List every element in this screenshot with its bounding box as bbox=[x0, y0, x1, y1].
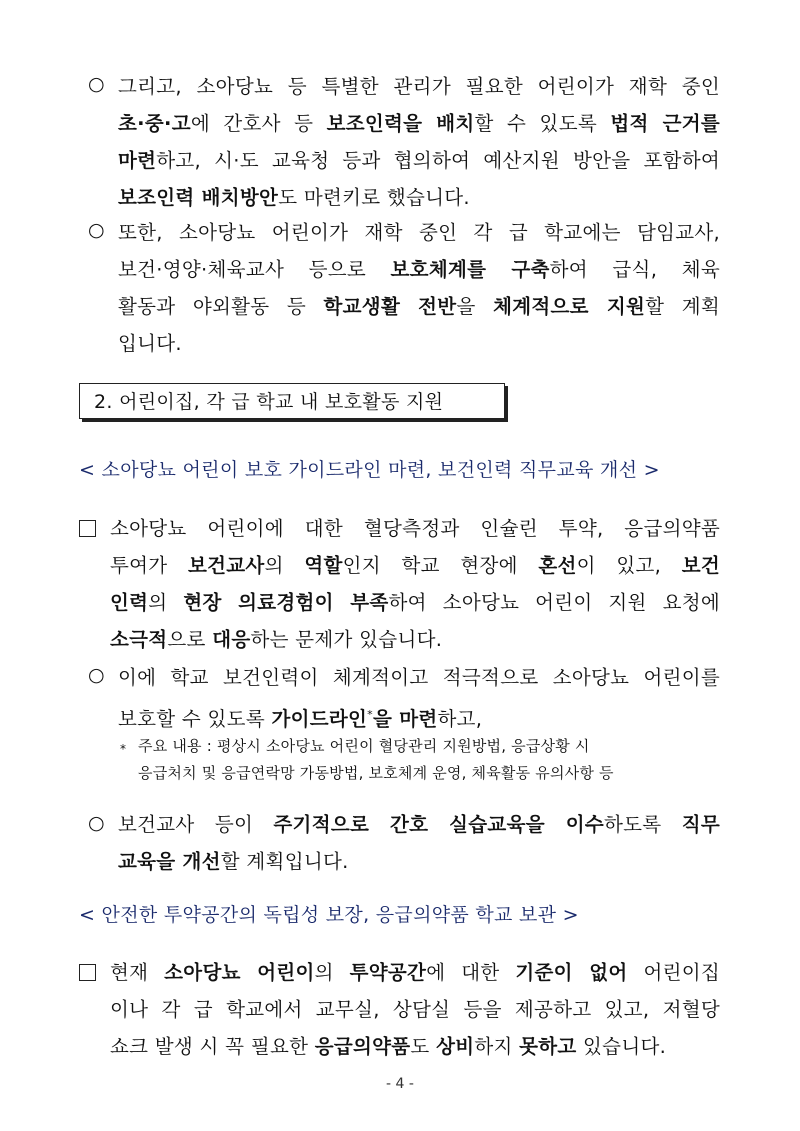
paragraph-2 bbox=[118, 214, 720, 362]
text-line: 이나 각 급 학교에서 교무실, 상담실 등을 제공하고 있고, 저혈당 bbox=[110, 998, 720, 1021]
text-line: 그리고, 소아당뇨 등 특별한 관리가 필요한 어린이가 재학 중인 bbox=[118, 75, 720, 98]
text-line: 교육을 개선할 계획입니다. bbox=[118, 850, 349, 873]
paragraph-1 bbox=[118, 68, 720, 216]
text-line: 쇼크 발생 시 꼭 필요한 응급의약품도 상비하지 못하고 있습니다. bbox=[110, 1035, 667, 1058]
text-line: 소극적으로 대응하는 문제가 있습니다. bbox=[110, 628, 443, 651]
text-line: 보호할 수 있도록 가이드라인*을 마련하고, bbox=[118, 707, 483, 731]
footnote bbox=[138, 733, 723, 787]
text-line: 초·중·고에 간호사 등 보조인력을 배치할 수 있도록 법적 근거를 bbox=[118, 112, 720, 135]
text-line: 투여가 보건교사의 역할인지 학교 현장에 혼선이 있고, 보건 bbox=[110, 554, 720, 577]
paragraph-6 bbox=[110, 954, 720, 1065]
subheading-guideline: < 소아당뇨 어린이 보호 가이드라인 마련, 보건인력 직무교육 개선 > bbox=[79, 459, 660, 481]
text-line: 이에 학교 보건인력이 체계적이고 적극적으로 소아당뇨 어린이를 bbox=[118, 666, 720, 689]
section-heading-box bbox=[79, 383, 505, 419]
paragraph-4 bbox=[118, 659, 720, 738]
text-line: 보조인력 배치방안도 마련키로 했습니다. bbox=[118, 186, 470, 209]
footnote-line: 주요 내용 : 평상시 소아당뇨 어린이 혈당관리 지원방법, 응급상황 시 bbox=[138, 737, 590, 755]
page-number: - 4 - bbox=[386, 1076, 414, 1092]
text-line: 또한, 소아당뇨 어린이가 재학 중인 각 급 학교에는 담임교사, bbox=[118, 221, 720, 244]
text-line: 활동과 야외활동 등 학교생활 전반을 체계적으로 지원할 계획 bbox=[118, 295, 720, 318]
text-line: 현재 소아당뇨 어린이의 투약공간에 대한 기준이 없어 어린이집 bbox=[110, 961, 720, 984]
text-line: 보건·영양·체육교사 등으로 보호체계를 구축하여 급식, 체육 bbox=[118, 258, 720, 281]
bullet-circle: ○ bbox=[88, 219, 105, 241]
text-line: 보건교사 등이 주기적으로 간호 실습교육을 이수하도록 직무 bbox=[118, 813, 720, 836]
subheading-medication-space: < 안전한 투약공간의 독립성 보장, 응급의약품 학교 보관 > bbox=[79, 904, 579, 926]
footnote-star: * bbox=[120, 742, 126, 756]
bullet-circle: ○ bbox=[88, 73, 105, 95]
checkbox-square-icon bbox=[79, 520, 96, 537]
footnote-line: 응급처치 및 응급연락망 가동방법, 보호체계 운영, 체육활동 유의사항 등 bbox=[138, 764, 614, 782]
bullet-circle: ○ bbox=[88, 812, 105, 834]
paragraph-5 bbox=[118, 806, 720, 880]
text-line: 인력의 현장 의료경험이 부족하여 소아당뇨 어린이 지원 요청에 bbox=[110, 591, 720, 614]
text-line: 마련하고, 시·도 교육청 등과 협의하여 예산지원 방안을 포함하여 bbox=[118, 149, 720, 172]
bullet-circle: ○ bbox=[88, 664, 105, 686]
text-line: 소아당뇨 어린이에 대한 혈당측정과 인슐린 투약, 응급의약품 bbox=[110, 517, 720, 540]
section-title: 2. 어린이집, 각 급 학교 내 보호활동 지원 bbox=[94, 391, 444, 413]
paragraph-3 bbox=[110, 510, 720, 658]
text-line: 입니다. bbox=[118, 332, 182, 355]
checkbox-square-icon bbox=[79, 964, 96, 981]
